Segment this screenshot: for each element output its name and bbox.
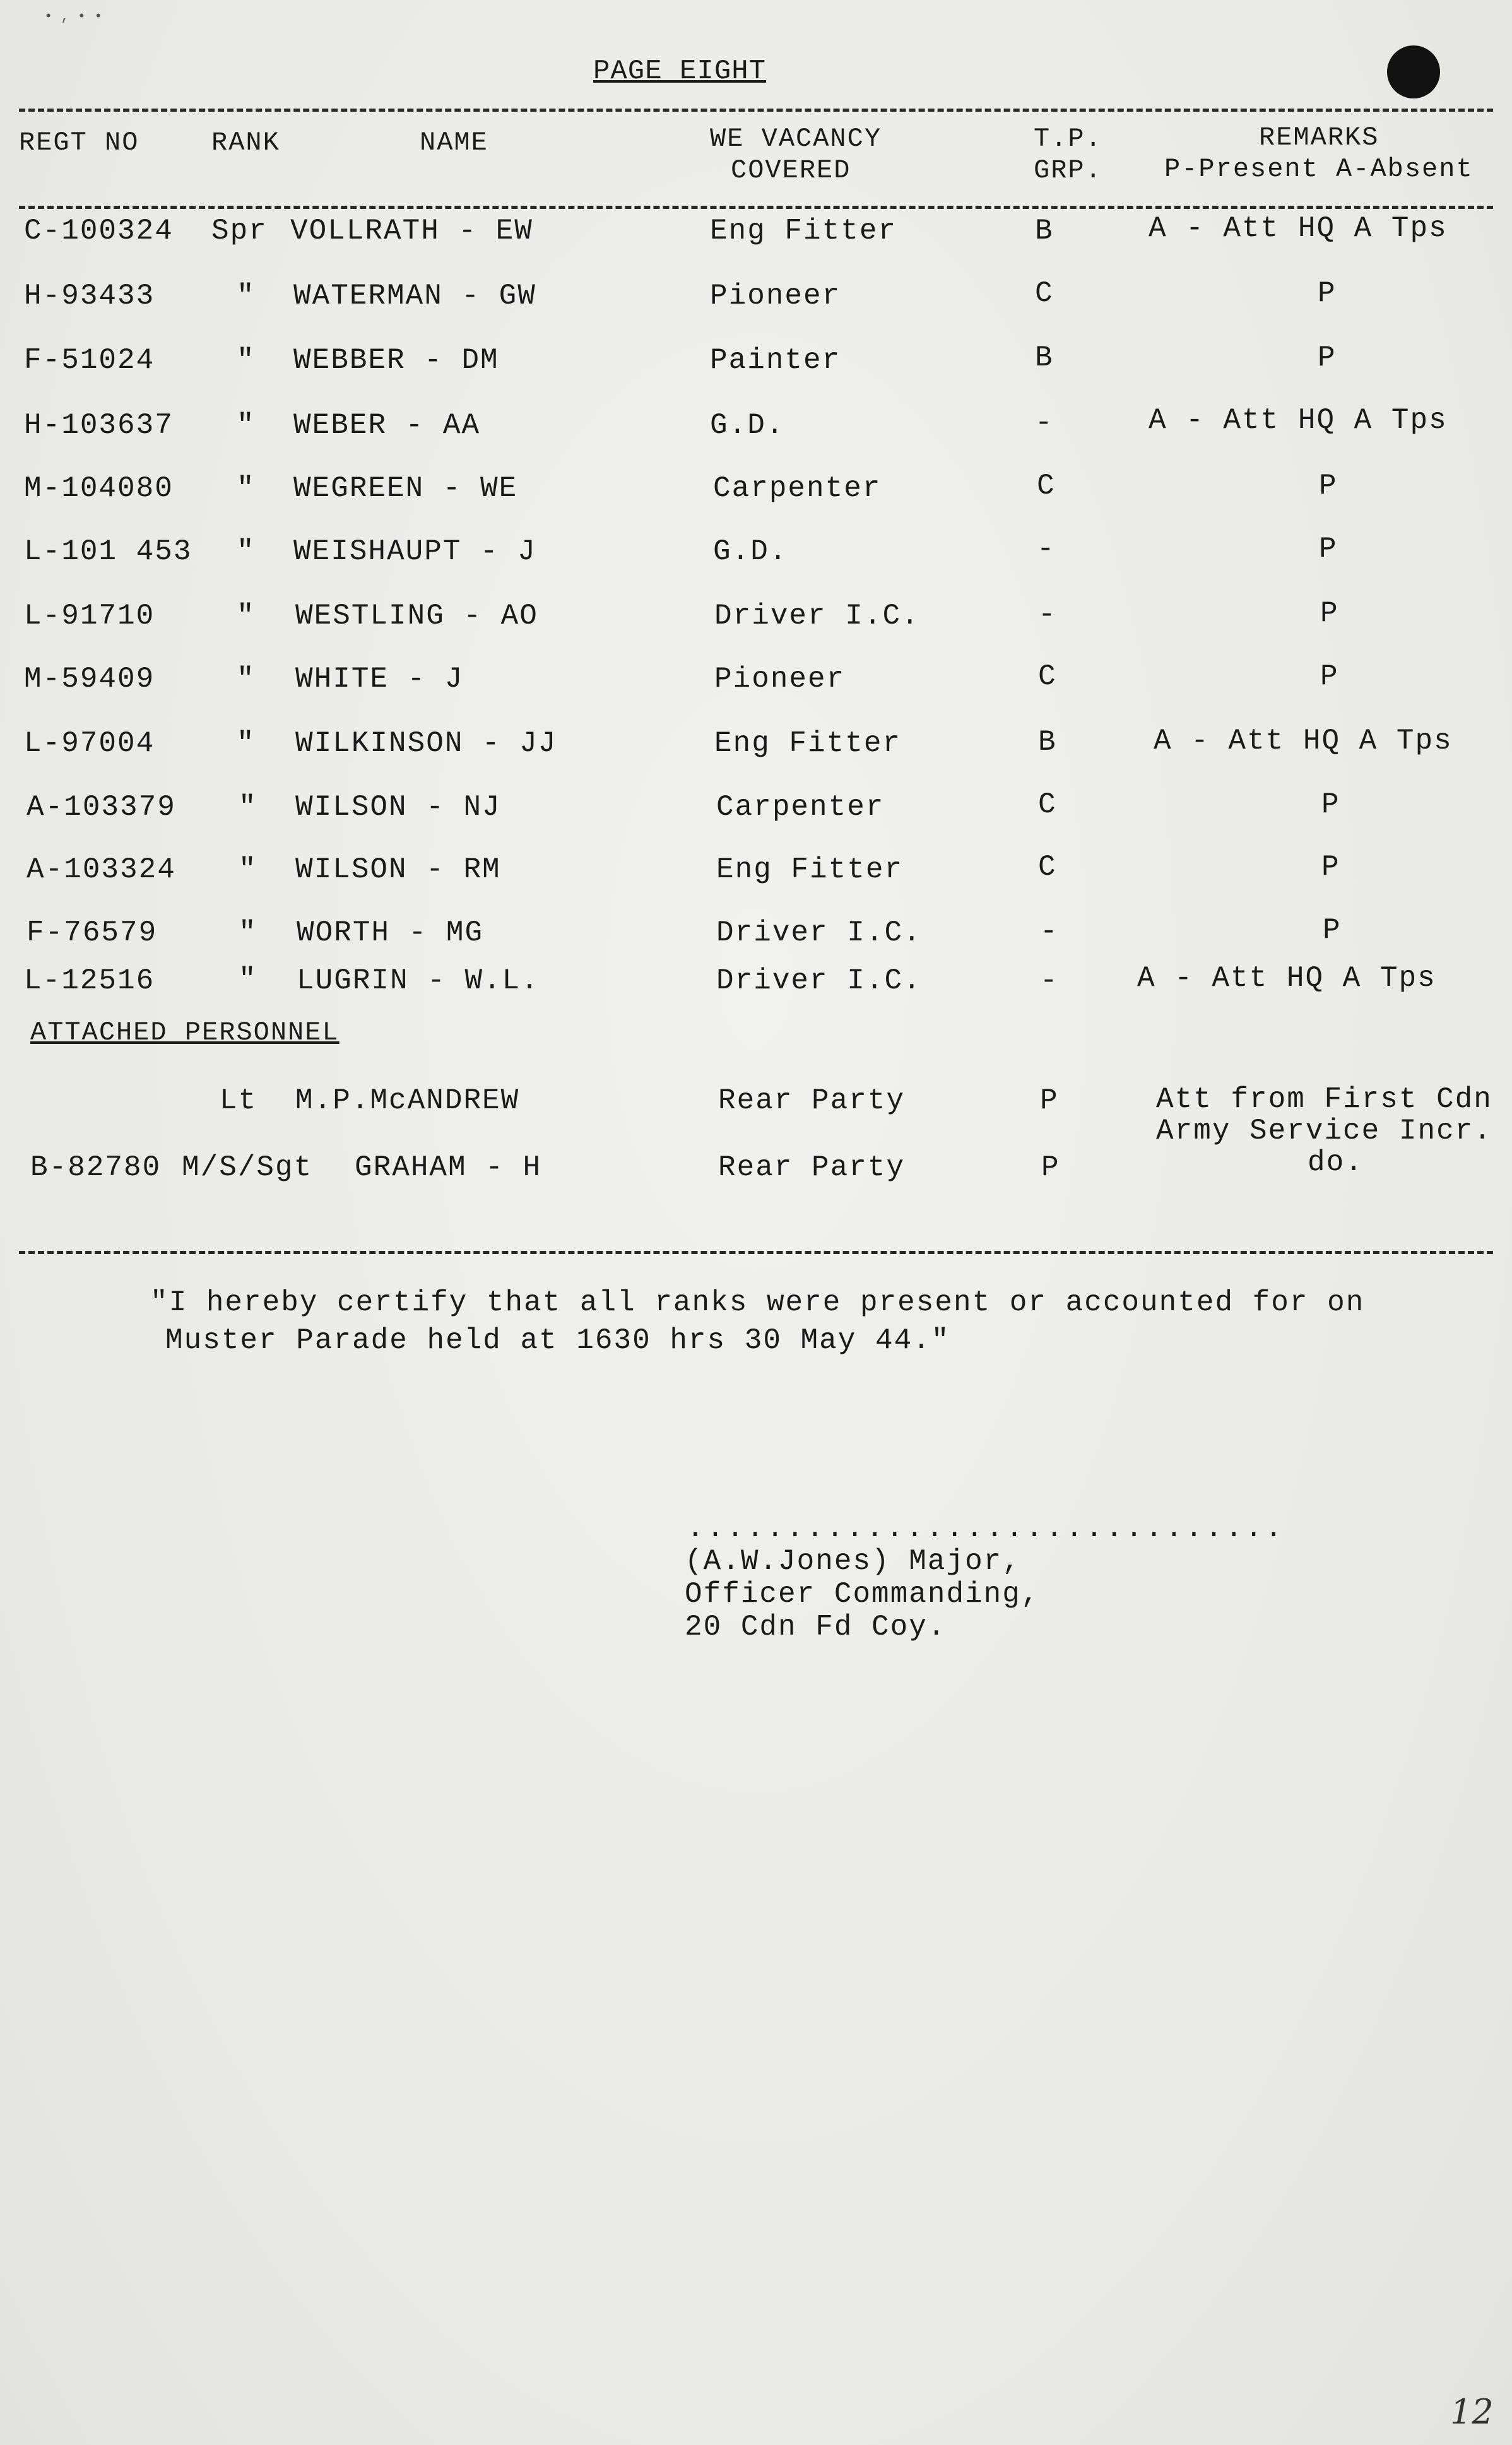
header-remarks-line1: REMARKS xyxy=(1259,122,1379,153)
rank-cell: " xyxy=(237,535,256,568)
table-row xyxy=(0,964,1512,1009)
header-regt-no: REGT NO xyxy=(19,127,139,158)
remarks-cell: A - Att HQ A Tps xyxy=(1149,404,1448,437)
table-row xyxy=(0,212,1512,259)
table-row xyxy=(0,341,1512,388)
regt-no-cell: C-100324 xyxy=(24,215,174,247)
remarks-cell: A - Att HQ A Tps xyxy=(1154,725,1453,757)
table-row xyxy=(0,853,1512,897)
remarks-cell: do. xyxy=(1308,1146,1364,1179)
rank-cell: " xyxy=(239,916,257,949)
rank-cell: " xyxy=(237,280,256,312)
remarks-cell: P xyxy=(1320,597,1339,630)
table-row xyxy=(0,660,1512,707)
header-top-rule xyxy=(19,109,1493,112)
header-bottom-rule xyxy=(19,206,1493,209)
rank-cell: " xyxy=(237,727,256,760)
grp-cell: P xyxy=(1041,1151,1060,1184)
page-title: PAGE EIGHT xyxy=(593,56,767,87)
grp-cell: B xyxy=(1035,341,1054,374)
vacancy-cell: Pioneer xyxy=(714,663,846,696)
signatory-name: (A.W.Jones) Major, xyxy=(685,1545,1021,1578)
name-cell: WILSON - RM xyxy=(295,853,501,886)
vacancy-cell: Pioneer xyxy=(710,280,841,312)
rank-cell: Spr xyxy=(211,215,268,247)
table-row xyxy=(0,727,1512,771)
rank-cell: Lt xyxy=(220,1084,257,1117)
regt-no-cell: H-93433 xyxy=(24,280,155,312)
remarks-cell: P xyxy=(1321,788,1340,821)
name-cell: WILSON - NJ xyxy=(295,791,501,824)
table-row xyxy=(0,597,1512,644)
vacancy-cell: Painter xyxy=(710,344,841,377)
handwritten-page-number: 12 xyxy=(1450,2392,1494,2432)
remarks-cell: A - Att HQ A Tps xyxy=(1149,212,1448,245)
regt-no-cell: L-97004 xyxy=(24,727,155,760)
attached-row xyxy=(0,1084,1512,1147)
regt-no-cell: H-103637 xyxy=(24,409,174,442)
grp-cell: - xyxy=(1035,406,1054,439)
rank-cell: " xyxy=(237,600,256,632)
grp-cell: C xyxy=(1038,851,1057,884)
regt-no-cell: A-103379 xyxy=(27,791,176,824)
table-row xyxy=(0,788,1512,835)
remarks-cell: P xyxy=(1320,660,1339,693)
regt-no-cell: L-12516 xyxy=(24,964,155,997)
table-row xyxy=(0,404,1512,453)
vacancy-cell: Rear Party xyxy=(718,1084,906,1117)
rank-cell: " xyxy=(239,791,257,824)
header-rank: RANK xyxy=(211,127,280,158)
attached-row xyxy=(0,1146,1512,1189)
grp-cell: C xyxy=(1037,470,1056,502)
rank-cell: " xyxy=(237,344,256,377)
vacancy-cell: Eng Fitter xyxy=(714,727,902,760)
vacancy-cell: Carpenter xyxy=(716,791,885,824)
remarks-cell: P xyxy=(1319,470,1338,502)
name-cell: WEBER - AA xyxy=(293,409,481,442)
name-cell: WORTH - MG xyxy=(297,916,484,949)
table-row xyxy=(0,277,1512,324)
regt-no-cell: F-51024 xyxy=(24,344,155,377)
name-cell: WATERMAN - GW xyxy=(293,280,536,312)
name-cell: M.P.McANDREW xyxy=(295,1084,520,1117)
regt-no-cell: F-76579 xyxy=(27,916,158,949)
regt-no-cell: M-59409 xyxy=(24,663,155,696)
regt-no-cell: L-91710 xyxy=(24,600,155,632)
remarks-cell: P xyxy=(1318,341,1337,374)
name-cell: WILKINSON - JJ xyxy=(295,727,557,760)
attached-personnel-heading: ATTACHED PERSONNEL xyxy=(30,1017,340,1048)
signature-line: .............................. xyxy=(687,1512,1285,1545)
grp-cell: C xyxy=(1035,277,1054,310)
vacancy-cell: G.D. xyxy=(710,409,785,442)
signatory-unit: 20 Cdn Fd Coy. xyxy=(685,1611,947,1643)
table-row xyxy=(0,535,1512,579)
name-cell: WHITE - J xyxy=(295,663,464,696)
grp-cell: C xyxy=(1038,788,1057,821)
grp-cell: B xyxy=(1035,215,1054,247)
vacancy-cell: Driver I.C. xyxy=(714,600,920,632)
header-remarks-line2: P-Present A-Absent xyxy=(1164,154,1474,184)
certification-line2: Muster Parade held at 1630 hrs 30 May 44." xyxy=(165,1324,950,1357)
header-vacancy-line1: WE VACANCY xyxy=(710,124,882,154)
rank-cell: " xyxy=(237,472,256,505)
grp-cell: B xyxy=(1038,726,1057,759)
punch-hole xyxy=(1387,45,1440,98)
header-tp-line1: T.P. xyxy=(1034,124,1102,154)
vacancy-cell: Driver I.C. xyxy=(716,916,922,949)
grp-cell: - xyxy=(1037,533,1056,565)
remarks-cell-line2: Army Service Incr. xyxy=(1156,1115,1492,1147)
name-cell: GRAHAM - H xyxy=(355,1151,542,1184)
corner-mark: • , • • xyxy=(44,9,103,25)
remarks-cell: A - Att HQ A Tps xyxy=(1137,962,1436,995)
footer-rule xyxy=(19,1251,1493,1254)
personnel-table xyxy=(0,212,1512,1022)
header-tp-line2: GRP. xyxy=(1034,155,1102,186)
name-cell: WESTLING - AO xyxy=(295,600,538,632)
signatory-title: Officer Commanding, xyxy=(685,1578,1040,1611)
grp-cell: C xyxy=(1038,660,1057,693)
rank-cell: " xyxy=(239,963,257,996)
vacancy-cell: Carpenter xyxy=(713,472,882,505)
remarks-cell: P xyxy=(1318,277,1337,310)
rank-cell: " xyxy=(237,409,256,442)
vacancy-cell: Eng Fitter xyxy=(716,853,904,886)
grp-cell: - xyxy=(1040,964,1059,997)
grp-cell: P xyxy=(1040,1084,1059,1117)
name-cell: VOLLRATH - EW xyxy=(290,215,533,247)
remarks-cell: P xyxy=(1323,914,1342,947)
rank-cell: M/S/Sgt xyxy=(182,1151,313,1184)
remarks-cell: P xyxy=(1319,533,1338,565)
certification-line1: "I hereby certify that all ranks were present or accounted for on xyxy=(150,1286,1365,1319)
name-cell: WEBBER - DM xyxy=(293,344,499,377)
vacancy-cell: Driver I.C. xyxy=(716,964,922,997)
name-cell: LUGRIN - W.L. xyxy=(297,964,540,997)
table-row xyxy=(0,916,1512,961)
grp-cell: - xyxy=(1040,915,1059,948)
remarks-cell: P xyxy=(1321,851,1340,884)
vacancy-cell: G.D. xyxy=(713,535,788,568)
regt-no-cell: B-82780 xyxy=(30,1151,162,1184)
vacancy-cell: Rear Party xyxy=(718,1151,906,1184)
table-row xyxy=(0,472,1512,516)
rank-cell: " xyxy=(239,853,257,886)
rank-cell: " xyxy=(237,663,256,696)
vacancy-cell: Eng Fitter xyxy=(710,215,897,247)
name-cell: WEGREEN - WE xyxy=(293,472,518,505)
remarks-cell-line1: Att from First Cdn xyxy=(1156,1083,1492,1116)
regt-no-cell: L-101 453 xyxy=(24,535,192,568)
regt-no-cell: A-103324 xyxy=(27,853,176,886)
header-name: NAME xyxy=(420,127,488,158)
header-vacancy-line2: COVERED xyxy=(731,155,851,186)
name-cell: WEISHAUPT - J xyxy=(293,535,536,568)
regt-no-cell: M-104080 xyxy=(24,472,174,505)
grp-cell: - xyxy=(1038,598,1057,631)
